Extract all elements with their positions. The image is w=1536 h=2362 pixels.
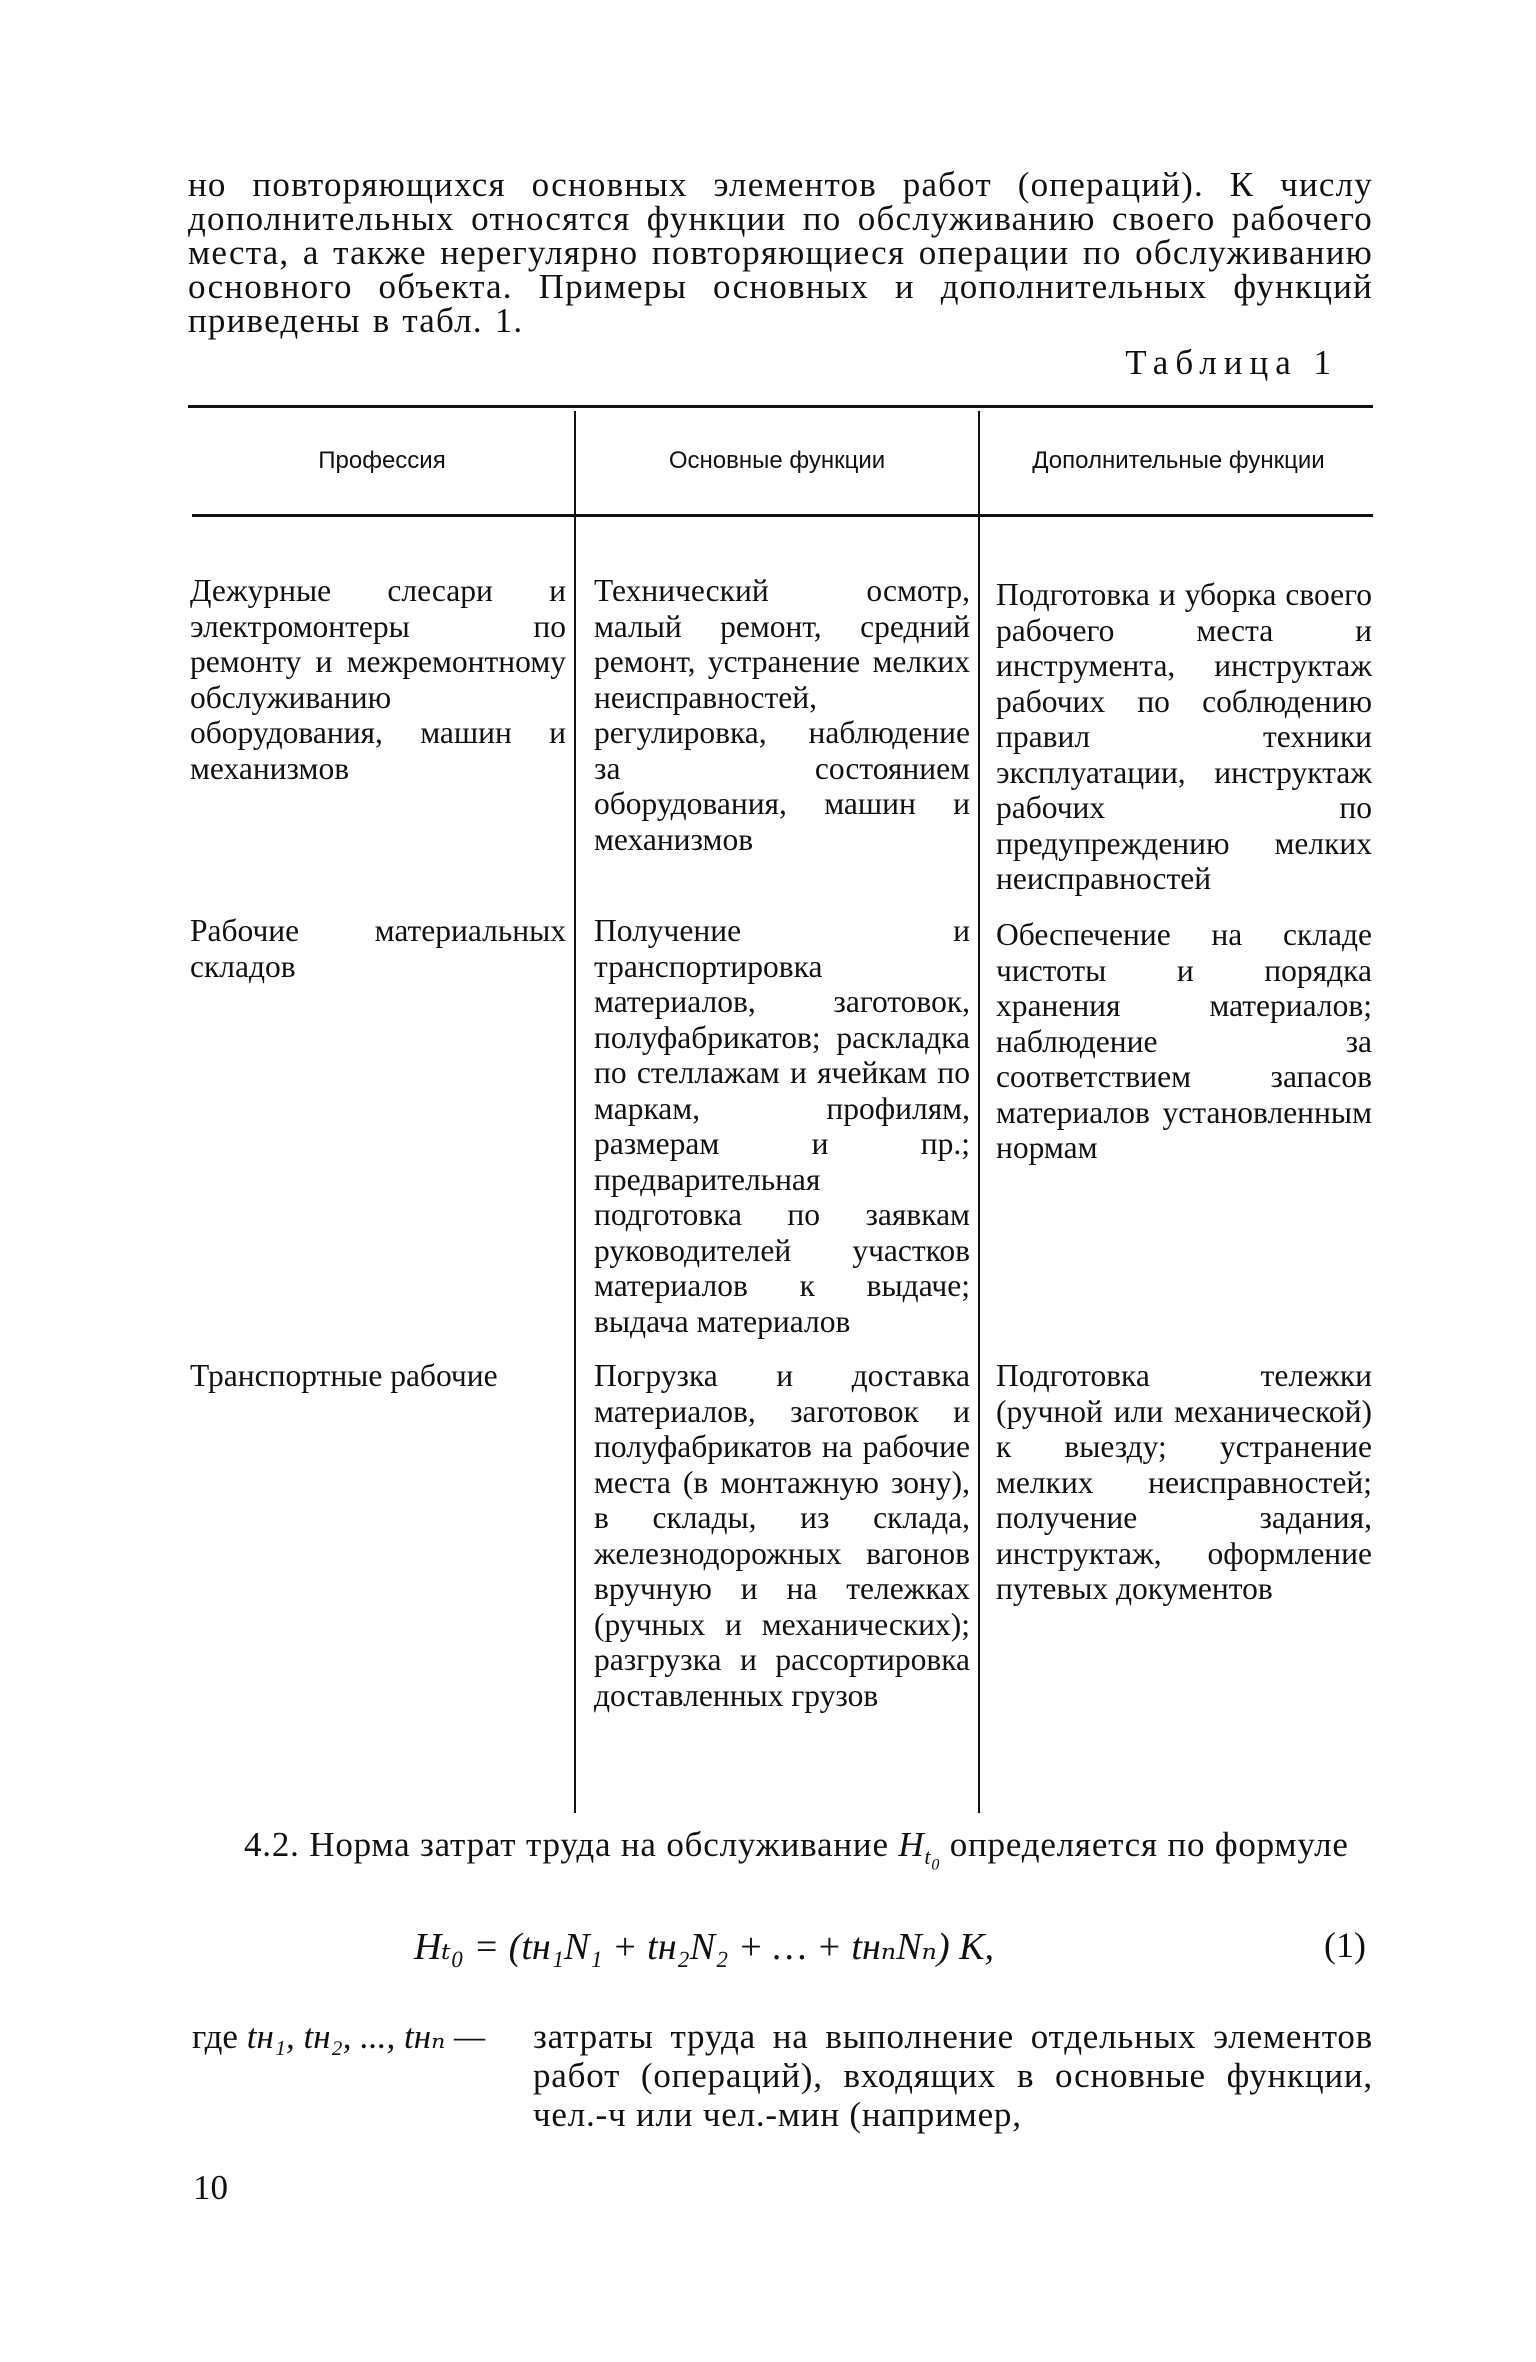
row1-profession: Дежурные слесари и электромонтеры по ремонту и межремонтному обслуживанию оборудования, машин и механизмов [190, 573, 566, 786]
intro-paragraph [188, 165, 1373, 340]
row1-additional: Подготовка и уборка своего рабочего места и инструмента, инструктаж рабочих по соблюдению правил техники эксплуатации, инструктаж рабочих по предупреждению мелких неисправностей [996, 577, 1372, 896]
row3-profession: Транспортные рабочие [190, 1358, 498, 1393]
header-bottom-rule [192, 514, 1373, 517]
section-text-before: Норма затрат труда на обслуживание [309, 1825, 889, 1864]
row3-main: Погрузка и доставка материалов, заготовок и полуфабрикатов на рабочие места (в монтажную зону), в склады, из склада, железнодорожных вагонов вручную и на тележках (ручных и механических); разгрузка и рассортировка доставленных грузов [594, 1358, 970, 1713]
row2-main: Получение и транспортировка материалов, заготовок, полуфабрикатов; раскладка по стеллажам и ячейкам по маркам, профилям, размерам и пр.; предварительная подготовка по заявкам руководителей участков материалов к выдаче; выдача материалов [594, 913, 970, 1339]
row2-additional: Обеспечение на складе чистоты и порядка хранения материалов; наблюдение за соответствием запасов материалов установленным нормам [996, 917, 1372, 1165]
table-top-rule [188, 405, 1373, 408]
row3-additional: Подготовка тележки (ручной или механической) к выезду; устранение мелких неисправностей; получение задания, инструктаж, оформление путевых документов [996, 1358, 1372, 1606]
table-caption: Таблица 1 [1125, 343, 1338, 382]
formula-1: Hₜ₀ = (tн₁N₁ + tн₂N₂ + … + tнₙNₙ) K, [414, 1926, 994, 1968]
page-number: 10 [193, 2168, 228, 2207]
where-description: затраты труда на выполнение отдельных элементов работ (операций), входящих в основные функции, чел.-ч или чел.-мин (например, [533, 2017, 1373, 2134]
header-additional-functions: Дополнительные функции [1032, 447, 1325, 474]
section-text-after: определяется по формуле [949, 1825, 1349, 1864]
where-word: где [192, 2017, 238, 2056]
where-lead [192, 2017, 485, 2057]
column-divider-2 [978, 411, 980, 1813]
formula-number: (1) [1324, 1925, 1366, 1965]
intro-text: но повторяющихся основных элементов работ (операций). К числу дополнительных относятся функции по обслуживанию своего рабочего места, а также нерегулярно повторяющиеся операции по обслуживанию основного объекта. Примеры основных и дополнительных функций приведены в табл. 1. [188, 165, 1373, 340]
section-number: 4.2. [244, 1825, 300, 1864]
norm-symbol: $H_{t_0}$ [898, 1825, 941, 1874]
row2-profession: Рабочие материальных складов [190, 913, 566, 984]
column-divider-1 [574, 411, 576, 1813]
row1-main: Технический осмотр, малый ремонт, средний ремонт, устранение мелких неисправностей, регулировка, наблюдение за состоянием оборудования, машин и механизмов [594, 573, 970, 857]
header-profession: Профессия [318, 447, 446, 474]
where-symbols: tн₁, tн₂, ..., tнₙ — [246, 2017, 486, 2056]
header-main-functions: Основные функции [668, 447, 886, 474]
section-4-2-paragraph [192, 1826, 1373, 1884]
